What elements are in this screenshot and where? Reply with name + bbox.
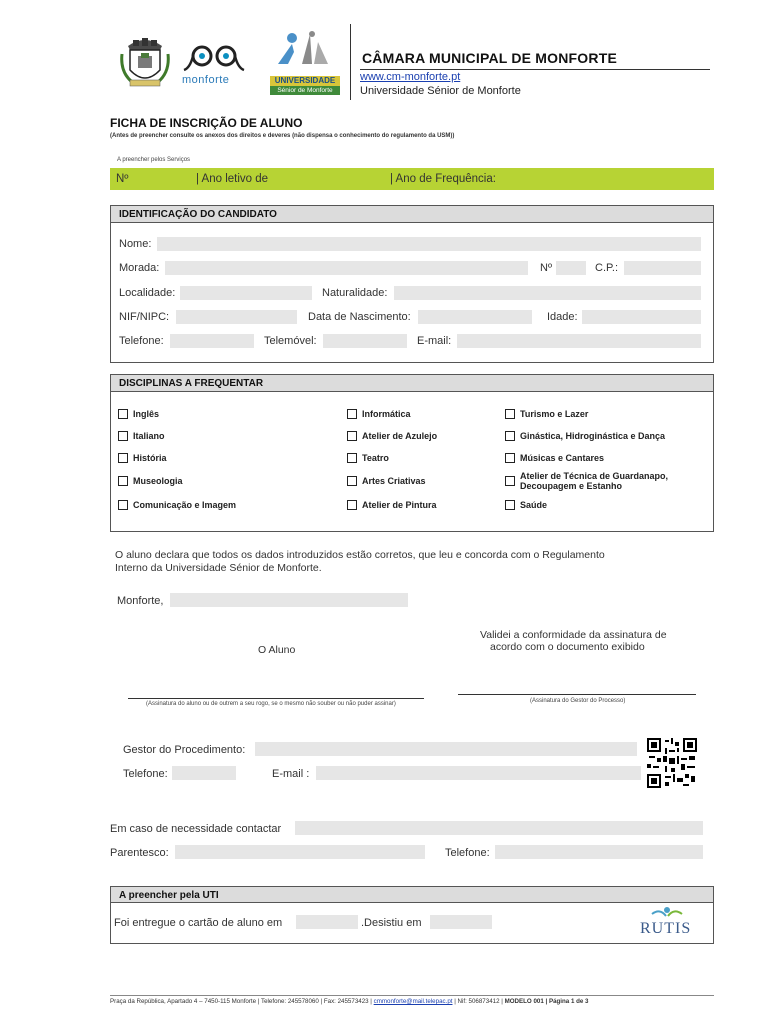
header-divider xyxy=(350,24,351,100)
checkbox-label: Italiano xyxy=(133,431,165,441)
data-nascimento-field[interactable] xyxy=(418,310,532,324)
header-subtitle: Universidade Sénior de Monforte xyxy=(360,85,521,97)
checkbox-box[interactable] xyxy=(347,453,357,463)
parentesco-label: Parentesco: xyxy=(110,847,169,859)
checkbox-label: Artes Criativas xyxy=(362,476,426,486)
checkbox-comunicacao[interactable] xyxy=(118,500,236,510)
cp-label: C.P.: xyxy=(595,262,619,274)
header-title: CÂMARA MUNICIPAL DE MONFORTE xyxy=(362,50,617,66)
identificacao-heading: IDENTIFICAÇÃO DO CANDIDATO xyxy=(111,206,713,223)
usm-logo-text-2: Sénior de Monforte xyxy=(270,86,340,95)
aluno-label: O Aluno xyxy=(258,644,296,656)
morada-field[interactable] xyxy=(165,261,528,275)
checkbox-museologia[interactable] xyxy=(118,476,183,486)
aluno-signature-line[interactable] xyxy=(128,698,424,699)
checkbox-label-group xyxy=(520,471,668,491)
checkbox-label: Atelier de Técnica de Guardanapo, xyxy=(520,471,669,481)
footer-rule xyxy=(110,995,714,996)
localidade-field[interactable] xyxy=(180,286,312,300)
nif-field[interactable] xyxy=(176,310,297,324)
website-link[interactable]: www.cm-monforte.pt xyxy=(360,71,461,83)
nome-label: Nome: xyxy=(119,238,152,250)
cartao-field[interactable] xyxy=(296,915,358,929)
checkbox-label: Músicas e Cantares xyxy=(520,453,605,463)
footer-modelo: MODELO 001 | Página 1 de 3 xyxy=(504,998,589,1005)
telemovel-label: Telemóvel: xyxy=(264,335,317,347)
usm-logo-text-1: UNIVERSIDADE xyxy=(270,76,340,86)
email-label: E-mail: xyxy=(417,335,452,347)
checkbox-box[interactable] xyxy=(347,476,357,486)
uti-panel xyxy=(110,886,714,944)
checkbox-label: Museologia xyxy=(133,476,183,486)
checkbox-box[interactable] xyxy=(118,500,128,510)
gestor-signature-note: (Assinatura do Gestor do Processo) xyxy=(530,698,626,704)
footer-email-link[interactable]: cmmonforte@mail.telepac.pt xyxy=(373,998,453,1005)
checkbox-artes-criativas[interactable] xyxy=(347,476,426,486)
nome-field[interactable] xyxy=(157,237,701,251)
desistiu-field[interactable] xyxy=(430,915,492,929)
email-field[interactable] xyxy=(457,334,701,348)
validei-line-1: Validei a conformidade da assinatura de xyxy=(480,629,667,641)
checkbox-historia[interactable] xyxy=(118,453,167,463)
form-title: FICHA DE INSCRIÇÃO DE ALUNO xyxy=(110,116,303,130)
numero-label: Nº xyxy=(116,173,129,185)
rutis-logo-text: RUTIS xyxy=(640,920,692,937)
validei-line-2: acordo com o documento exibido xyxy=(490,641,645,653)
checkbox-ginastica[interactable] xyxy=(505,431,665,441)
checkbox-label-line2: Decoupagem e Estanho xyxy=(520,481,623,491)
monforte-date-field[interactable] xyxy=(170,593,408,607)
telefone-field[interactable] xyxy=(170,334,254,348)
checkbox-box[interactable] xyxy=(505,500,515,510)
header-underline xyxy=(360,69,710,70)
checkbox-guardanapo[interactable] xyxy=(505,471,668,491)
monforte-brand-logo xyxy=(180,36,252,94)
disciplinas-heading: DISCIPLINAS A FREQUENTAR xyxy=(111,375,713,392)
desistiu-label: .Desistiu em xyxy=(361,917,422,929)
usm-logo xyxy=(268,30,340,98)
footer-nif: | Nif: 506873412 | xyxy=(454,998,503,1005)
declaracao-line-2: Interno da Universidade Sénior de Monforte. xyxy=(115,562,322,574)
checkbox-teatro[interactable] xyxy=(347,453,389,463)
uti-heading: A preencher pela UTI xyxy=(111,887,713,903)
checkbox-italiano[interactable] xyxy=(118,431,165,441)
footer xyxy=(110,998,589,1005)
checkbox-label: Informática xyxy=(362,409,411,419)
telemovel-field[interactable] xyxy=(323,334,407,348)
checkbox-saude[interactable] xyxy=(505,500,547,510)
contacto-telefone-field[interactable] xyxy=(495,845,703,859)
declaracao-line-1: O aluno declara que todos os dados introduzidos estão corretos, que leu e concorda com o Regulamento xyxy=(115,549,605,561)
aluno-signature-note: (Assinatura do aluno ou de outrem a seu rogo, se o mesmo não souber ou não puder assinar) xyxy=(146,701,396,707)
checkbox-box[interactable] xyxy=(347,409,357,419)
checkbox-box[interactable] xyxy=(118,431,128,441)
gestor-email-field[interactable] xyxy=(316,766,641,780)
contacto-field[interactable] xyxy=(295,821,703,835)
checkbox-box[interactable] xyxy=(505,431,515,441)
cp-field[interactable] xyxy=(624,261,701,275)
footer-address: Praça da República, Apartado 4 – 7450-115 Monforte | Telefone: 245578060 | Fax: 245573423 | xyxy=(110,998,372,1005)
checkbox-atelier-pintura[interactable] xyxy=(347,500,437,510)
checkbox-turismo[interactable] xyxy=(505,409,588,419)
checkbox-label: Turismo e Lazer xyxy=(520,409,589,419)
nif-label: NIF/NIPC: xyxy=(119,311,170,323)
checkbox-label: Inglês xyxy=(133,409,160,419)
services-label: A preencher pelos Serviços xyxy=(117,157,191,163)
checkbox-box[interactable] xyxy=(118,476,128,486)
gestor-email-label: E-mail : xyxy=(272,768,310,780)
numero-porta-label: Nº xyxy=(540,262,552,274)
ano-letivo-label: | Ano letivo de xyxy=(196,173,269,185)
checkbox-box[interactable] xyxy=(118,409,128,419)
checkbox-label: Saúde xyxy=(520,500,548,510)
checkbox-label: Teatro xyxy=(362,453,389,463)
naturalidade-label: Naturalidade: xyxy=(322,287,388,299)
services-bar xyxy=(110,168,714,190)
checkbox-box[interactable] xyxy=(505,453,515,463)
checkbox-box[interactable] xyxy=(505,409,515,419)
checkbox-box[interactable] xyxy=(505,476,515,486)
rutis-logo xyxy=(636,906,698,940)
monforte-date-label: Monforte, xyxy=(117,595,164,607)
checkbox-box[interactable] xyxy=(347,431,357,441)
checkbox-box[interactable] xyxy=(347,500,357,510)
gestor-field[interactable] xyxy=(255,742,637,756)
checkbox-informatica[interactable] xyxy=(347,409,411,419)
checkbox-musicas[interactable] xyxy=(505,453,604,463)
contacto-telefone-label: Telefone: xyxy=(445,847,490,859)
gestor-telefone-field[interactable] xyxy=(172,766,236,780)
parentesco-field[interactable] xyxy=(175,845,425,859)
checkbox-atelier-azulejo[interactable] xyxy=(347,431,437,441)
telefone-label: Telefone: xyxy=(119,335,164,347)
gestor-telefone-label: Telefone: xyxy=(123,768,168,780)
localidade-label: Localidade: xyxy=(119,287,176,299)
numero-porta-field[interactable] xyxy=(556,261,586,275)
cartao-label: Foi entregue o cartão de aluno em xyxy=(114,917,283,929)
gestor-signature-line[interactable] xyxy=(458,694,696,695)
checkbox-label: Ginástica, Hidroginástica e Dança xyxy=(520,431,666,441)
form-note: (Antes de preencher consulte os anexos dos direitos e deveres (não dispensa o conhecimento do regulamento da USM)) xyxy=(110,133,455,139)
ano-frequencia-label: | Ano de Frequência: xyxy=(390,173,496,185)
naturalidade-field[interactable] xyxy=(394,286,701,300)
checkbox-label: Comunicação e Imagem xyxy=(133,500,237,510)
gestor-label: Gestor do Procedimento: xyxy=(123,744,246,756)
checkbox-ingles[interactable] xyxy=(118,409,159,419)
contacto-label: Em caso de necessidade contactar xyxy=(110,823,282,835)
idade-label: Idade: xyxy=(547,311,578,323)
checkbox-box[interactable] xyxy=(118,453,128,463)
checkbox-label: Atelier de Azulejo xyxy=(362,431,438,441)
idade-field[interactable] xyxy=(582,310,701,324)
municipal-coat-of-arms-logo xyxy=(120,32,170,90)
checkbox-label: Atelier de Pintura xyxy=(362,500,437,510)
morada-label: Morada: xyxy=(119,262,160,274)
checkbox-label: História xyxy=(133,453,167,463)
qr-code-icon xyxy=(647,738,697,788)
data-nascimento-label: Data de Nascimento: xyxy=(308,311,411,323)
brand-text: monforte xyxy=(182,74,230,86)
